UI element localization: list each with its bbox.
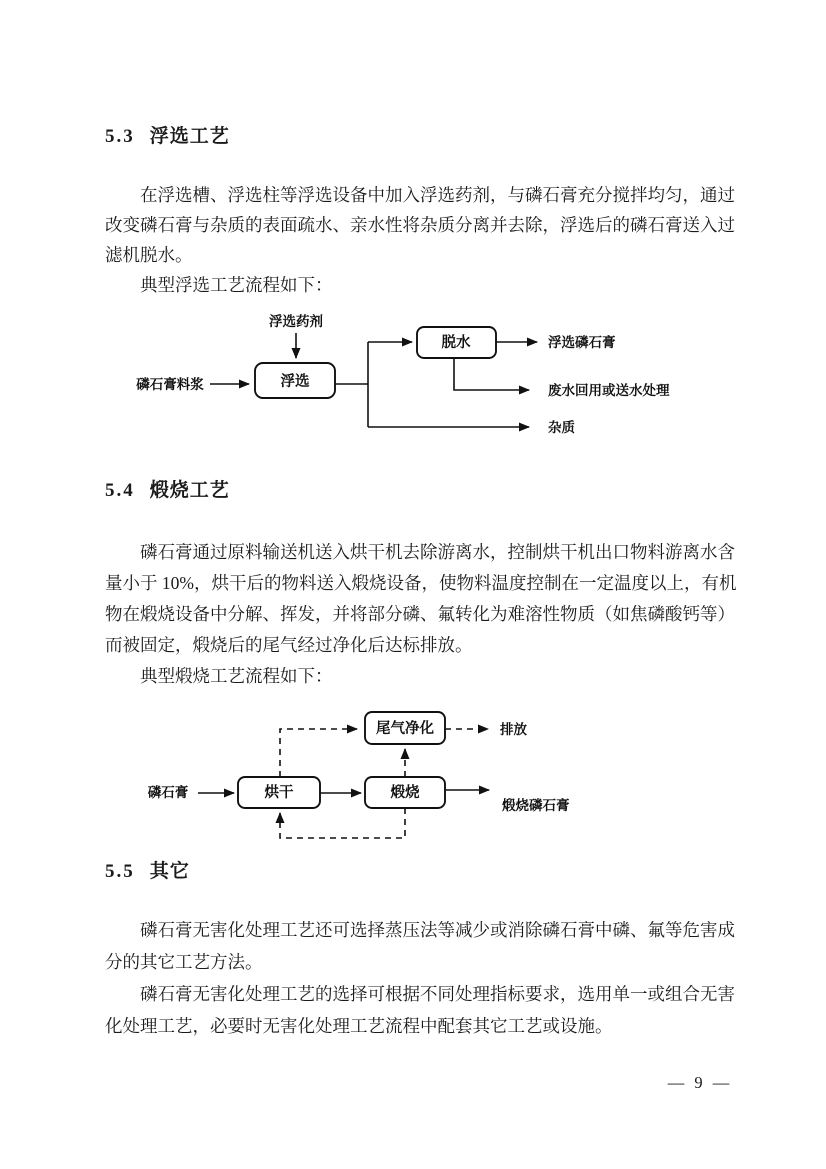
flotation-product-label: 浮选磷石膏 — [548, 335, 616, 350]
feed-label: 磷石膏 — [147, 785, 189, 800]
paragraph-line: 典型煅烧工艺流程如下： — [140, 666, 333, 686]
feed-label: 磷石膏料浆 — [136, 377, 204, 392]
section-5-4-title: 煅烧工艺 — [149, 480, 230, 501]
flotation-box-label: 浮选 — [280, 374, 310, 390]
paragraph-line: 量小于 10%，烘干后的物料送入煅烧设备，使物料温度控制在一定温度以上，有机 — [105, 573, 737, 593]
heat-recycle-dashed-arrow — [280, 808, 405, 838]
emission-label: 排放 — [500, 722, 527, 737]
calcining-box-label: 煅烧 — [390, 785, 420, 801]
section-5-5-title: 其它 — [149, 861, 190, 882]
reagent-label: 浮选药剂 — [269, 314, 323, 329]
section-5-4-paragraphs — [105, 537, 745, 692]
paragraph-line: 磷石膏无害化处理工艺还可选择蒸压法等减少或消除磷石膏中磷、氟等危害成 — [140, 920, 735, 940]
wastewater-arrow — [454, 358, 529, 390]
impurity-label: 杂质 — [548, 420, 575, 435]
paragraph-line: 化处理工艺，必要时无害化处理工艺流程中配套其它工艺或设施。 — [105, 1016, 613, 1036]
section-5-3-heading — [105, 121, 230, 148]
section-5-5-paragraphs — [105, 914, 745, 1042]
paragraph-line: 而被固定，煅烧后的尾气经过净化后达标排放。 — [105, 635, 473, 655]
paragraph-line: 在浮选槽、浮选柱等浮选设备中加入浮选药剂，与磷石膏充分搅拌均匀，通过 — [140, 185, 735, 205]
paragraph-line: 磷石膏通过原料输送机送入烘干机去除游离水，控制烘干机出口物料游离水含 — [140, 542, 735, 562]
paragraph-line: 滤机脱水。 — [105, 245, 193, 265]
section-5-5-heading — [105, 856, 190, 883]
calcination-flowchart — [0, 700, 826, 860]
section-5-4-heading — [105, 475, 230, 502]
section-5-4-number: 5.4 — [105, 480, 135, 501]
wastewater-label: 废水回用或送水处理 — [548, 383, 670, 398]
dewatering-box-label: 脱水 — [441, 335, 471, 351]
section-5-3-title: 浮选工艺 — [149, 126, 230, 147]
drying-gas-dashed-arrow — [280, 729, 357, 777]
section-5-3-paragraphs — [105, 180, 745, 300]
page-number: — 9 — — [667, 1073, 733, 1092]
paragraph-line: 典型浮选工艺流程如下： — [140, 275, 333, 295]
calcined-product-label: 煅烧磷石膏 — [502, 798, 570, 813]
section-5-3-number: 5.3 — [105, 126, 135, 147]
paragraph-line: 磷石膏无害化处理工艺的选择可根据不同处理指标要求，选用单一或组合无害 — [140, 984, 735, 1004]
section-5-5-number: 5.5 — [105, 861, 135, 882]
flotation-flowchart — [0, 300, 826, 450]
paragraph-line: 改变磷石膏与杂质的表面疏水、亲水性将杂质分离并去除，浮选后的磷石膏送入过 — [105, 215, 735, 235]
drying-box-label: 烘干 — [264, 785, 294, 801]
gas-cleaning-box-label: 尾气净化 — [376, 721, 434, 737]
paragraph-line: 物在煅烧设备中分解、挥发，并将部分磷、氟转化为难溶性物质（如焦磷酸钙等） — [105, 604, 735, 624]
paragraph-line: 分的其它工艺方法。 — [105, 952, 263, 972]
